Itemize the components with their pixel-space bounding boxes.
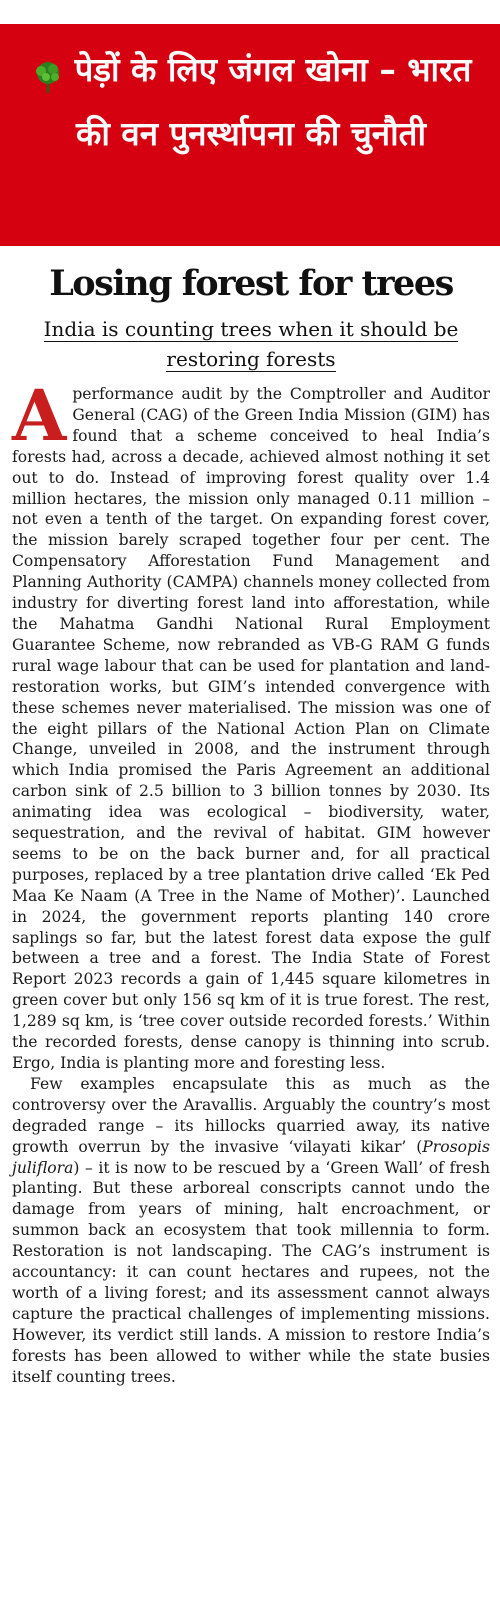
paragraph-2-text-b: ) – it is now to be rescued by a ‘Green Wall’ of fresh planting. But these arboreal conscripts cannot undo the damage from years of mining, halt encroachment, or summon back an ecosystem that took millennia to form. Restoration is not landscaping. The CAG’s instrument is accountancy: it can count hectares and rupees, not the worth of a living forest; and its assessment cannot always capture the practical challenges of implementing missions. However, its verdict still lands. A mission to restore India’s forests has been allowed to wither while the state busies itself counting trees. [12, 1158, 490, 1386]
paragraph-1 [12, 374, 490, 1074]
banner-title [12, 38, 490, 166]
subheadline [12, 314, 490, 374]
paragraph-2 [12, 1074, 490, 1388]
species-name: Prosopis juliflora [12, 1137, 490, 1177]
tree-icon [31, 51, 65, 85]
drop-cap: A [12, 374, 67, 457]
article [12, 262, 490, 1388]
paragraph-1-text: performance audit by the Comptroller and Auditor General (CAG) of the Green India Mission (GIM) has found that a scheme conceived to heal India’s forests had, across a decade, achieved almost nothing it set out to do. Instead of improving forest quality over 1.4 million hectares, the mission only managed 0.11 million – not even a tenth of the target. On expanding forest cover, the mission barely scraped together four per cent. The Compensatory Afforestation Fund Management and Planning Authority (CAMPA) channels money collected from industry for diverting forest land into afforestation, while the Mahatma Gandhi National Rural Employment Guarantee Scheme, now rebranded as VB-G RAM G funds rural wage labour that can be used for plantation and land-restoration works, but GIM’s intended convergence with these schemes never materialised. The mission was one of the eight pillars of the National Action Plan on Climate Change, unveiled in 2008, and the instrument through which India promised the Paris Agreement an additional carbon sink of 2.5 billion to 3 billion tonnes by 2030. Its animating idea was ecological – biodiversity, water, sequestration, and the revival of habitat. GIM however seems to be on the back burner and, for all practical purposes, replaced by a tree plantation drive called ‘Ek Ped Maa Ke Naam (A Tree in the Name of Mother)’. Launched in 2024, the government reports planting 140 crore saplings so far, but the latest forest data expose the gulf between a tree and a forest. The India State of Forest Report 2023 records a gain of 1,445 square kilometres in green cover but only 156 sq km of it is true forest. The rest, 1,289 sq km, is ‘tree cover outside recorded forests.’ Within the recorded forests, dense canopy is thinning into scrub. Ergo, India is planting more and foresting less. [12, 385, 490, 1072]
paragraph-2-text-a: Few examples encapsulate this as much as the controversy over the Aravallis. Arguably the country’s most degraded range – its hillocks quarried away, its native growth overrun by the invasive ‘vilayati kikar’ ( [12, 1074, 490, 1156]
headline: Losing forest for trees [49, 263, 453, 304]
banner-title-text: पेड़ों के लिए जंगल खोना – भारत की वन पुनर्स्थापना की चुनौती [74, 50, 472, 153]
title-banner [0, 24, 500, 246]
subheadline-text: India is counting trees when it should be restoring forests [43, 317, 459, 371]
